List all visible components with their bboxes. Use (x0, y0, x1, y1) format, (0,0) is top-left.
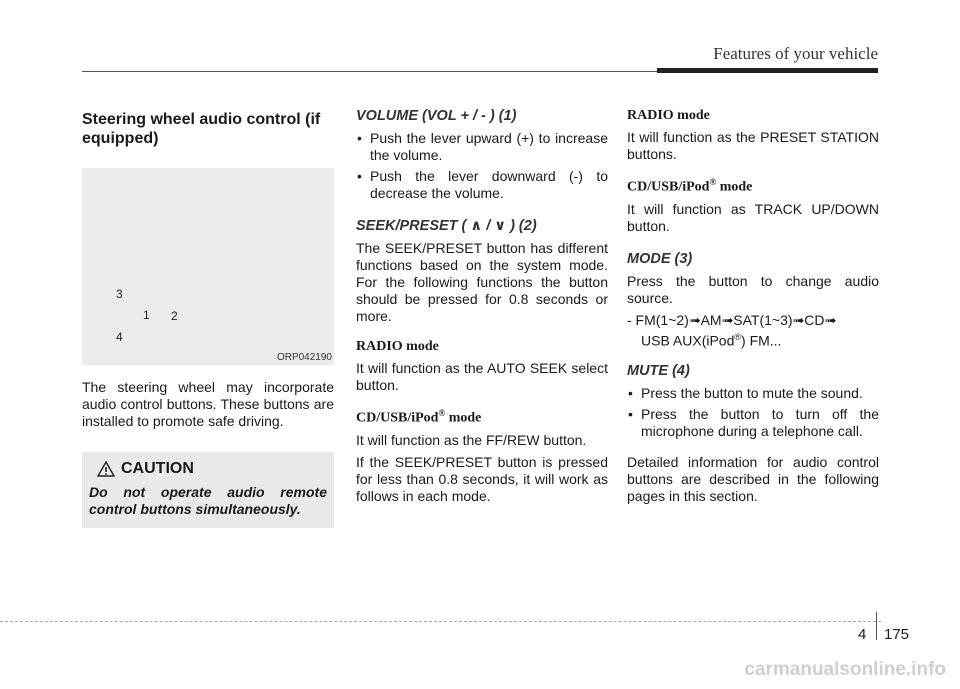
figure-caption: ORP042190 (276, 352, 332, 363)
source-chain-line-1: - FM(1~2)➟AM➟SAT(1~3)➟CD➟ (627, 311, 837, 328)
footer-divider (876, 612, 877, 640)
chapter-number: 4 (858, 626, 867, 643)
page-header-title: Features of your vehicle (713, 44, 878, 63)
seek-short-press-paragraph: If the SEEK/PRESET button is pressed for less than 0.8 seconds, it will work as follows in each mode. (356, 453, 608, 504)
header-rule (82, 71, 657, 72)
mode-paragraph: Press the button to change audio source. (627, 272, 879, 306)
caution-text: Do not operate audio remote control buttons simultaneously. (89, 484, 327, 517)
column-middle (356, 108, 608, 510)
list-item: • Push the lever downward (-) to decrease the volume. (356, 168, 608, 202)
volume-heading: VOLUME (VOL + / - ) (1) (356, 108, 517, 124)
radio-mode-paragraph: It will function as the PRESET STATION buttons. (627, 129, 879, 162)
volume-list (356, 130, 608, 202)
cd-mode-paragraph: It will function as TRACK UP/DOWN button. (627, 200, 879, 234)
cd-mode-paragraph: It will function as the FF/REW button. (356, 431, 587, 448)
column-right (627, 108, 879, 510)
figure-label-4: 4 (116, 330, 123, 344)
page-number: 175 (884, 626, 910, 643)
warning-triangle-icon (97, 461, 115, 477)
figure-label-3: 3 (116, 287, 123, 301)
footer-rule (0, 621, 881, 623)
section-heading: Steering wheel audio control (if equipped) (82, 111, 321, 147)
mute-heading: MUTE (4) (627, 363, 690, 380)
mute-list (627, 385, 879, 440)
source-chain (627, 312, 879, 350)
list-item: • Press the button to turn off the microphone during a telephone call. (627, 406, 879, 440)
radio-mode-heading: RADIO mode (627, 108, 710, 123)
seek-preset-heading: SEEK/PRESET ( ∧ / ∨ ) (2) (356, 218, 537, 234)
column-left (82, 108, 334, 528)
steering-wheel-figure (82, 168, 334, 365)
source-chain-line-2: USB AUX(iPod®) FM... (641, 331, 782, 349)
intro-paragraph: The steering wheel may incorporate audio control buttons. These buttons are installed to promote safe driving. (82, 379, 334, 429)
watermark: carmanualsonline.info (744, 659, 946, 680)
caution-header (97, 460, 327, 478)
caution-title: CAUTION (121, 460, 194, 477)
cd-mode-heading: CD/USB/iPod® mode (356, 408, 482, 426)
figure-label-2: 2 (171, 309, 178, 323)
header-rule-accent (657, 68, 878, 73)
radio-mode-heading: RADIO mode (356, 339, 439, 354)
caution-box (82, 452, 334, 528)
seek-preset-paragraph: The SEEK/PRESET button has different functions based on the system mode. For the following functions the button should be pressed for 0.8 seconds or more. (356, 240, 608, 324)
figure-label-1: 1 (143, 308, 150, 322)
list-item: • Press the button to mute the sound. (627, 385, 879, 402)
cd-mode-heading: CD/USB/iPod® mode (627, 177, 753, 195)
detail-paragraph: Detailed information for audio control buttons are described in the following pages in this section. (627, 454, 879, 505)
radio-mode-paragraph: It will function as the AUTO SEEK select button. (356, 360, 608, 393)
list-item: • Push the lever upward (+) to increase the volume. (356, 130, 608, 164)
mode-heading: MODE (3) (627, 250, 693, 267)
